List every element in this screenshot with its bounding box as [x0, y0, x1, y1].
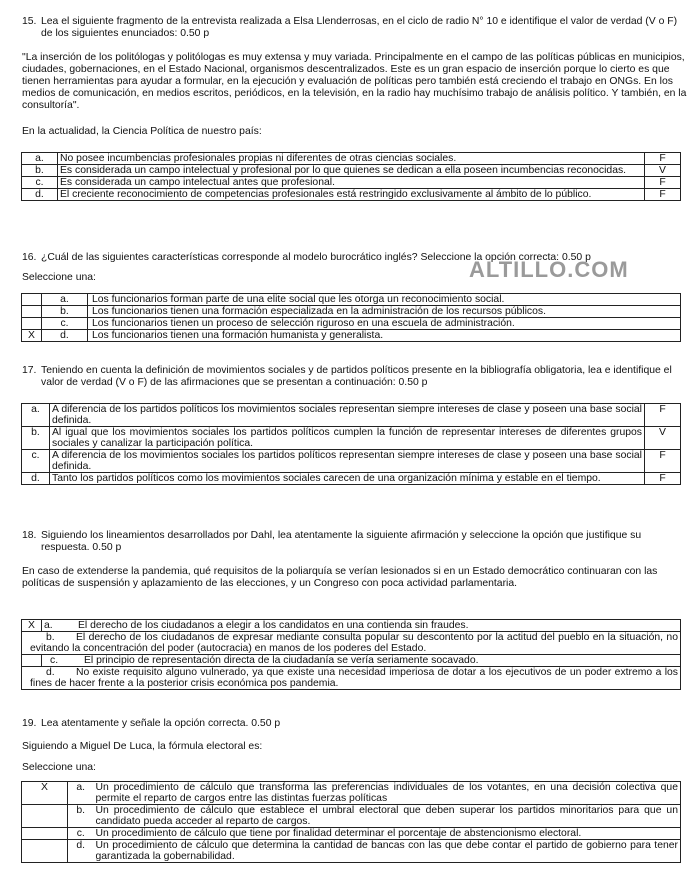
question-18 — [22, 530, 687, 554]
option-letter: d. — [22, 473, 50, 485]
answer-mark[interactable] — [22, 828, 68, 840]
question-17 — [22, 365, 687, 389]
choice-table-16 — [21, 293, 681, 342]
choice-table-18 — [21, 619, 681, 690]
question-lead: En la actualidad, la Ciencia Política de nuestro país: — [22, 126, 262, 137]
option-text: No existe requisito alguno vulnerado, ya que existe una necesidad imperiosa de dotar a los ejecutivos de un poder extremo a los fines de hacer frente a la posterior crisis económica pos pandemia. — [30, 667, 678, 689]
option-letter: b. — [42, 306, 88, 318]
answer-mark[interactable] — [22, 318, 42, 330]
answer-mark[interactable]: X — [22, 330, 42, 342]
option-letter: a. — [68, 782, 94, 805]
option-letter: b. — [68, 805, 94, 828]
table-row — [22, 473, 681, 485]
table-row[interactable] — [22, 840, 681, 863]
option-text: Es considerada un campo intelectual antes que profesional. — [58, 177, 645, 189]
table-row[interactable] — [22, 632, 681, 655]
answer-mark[interactable] — [22, 840, 68, 863]
interview-quote: "La inserción de los politólogas y politólogas es muy extensa y muy variada. Principalmente en el campo de las políticas públicas en municipios, ciudades, gobernaciones, en el Estado Nacional, organismos descentralizados. Este es un gran espacio de inserción porque lo cierto es que tienen herramientas para ayudar a formular, en la ejecución y evaluación de políticas pero también está creciendo el trabajo en ONGs. En los medios de comunicación, en medios escritos, periódicos, en la televisión, en la radio hay muchísimo trabajo de análisis político. Y también, en la consultoría". — [22, 52, 687, 111]
option-letter: a. — [42, 294, 88, 306]
option-text: Al igual que los movimientos sociales los partidos políticos cumplen la función de representar intereses de diferentes grupos sociales y canalizar la participación política. — [50, 427, 645, 450]
table-row[interactable] — [22, 620, 681, 632]
table-row[interactable] — [22, 318, 681, 330]
table-row — [22, 165, 681, 177]
option-text: A diferencia de los movimientos sociales los partidos políticos representan siempre intereses de clase y poseen una base social definida. — [50, 450, 645, 473]
truth-value[interactable]: F — [645, 189, 681, 201]
option-cell — [22, 632, 681, 655]
table-row[interactable] — [22, 655, 681, 667]
answer-mark[interactable] — [22, 306, 42, 318]
question-text: Siguiendo los lineamientos desarrollados por Dahl, lea atentamente la siguiente afirmación y seleccione la opción que justifique su respuesta. 0.50 p — [41, 530, 642, 553]
question-number: 17. — [22, 365, 37, 376]
question-lead: Siguiendo a Miguel De Luca, la fórmula electoral es: — [22, 741, 263, 752]
option-letter: c. — [68, 828, 94, 840]
option-text: Los funcionarios forman parte de una elite social que les otorga un reconocimiento social. — [88, 294, 681, 306]
table-row[interactable] — [22, 805, 681, 828]
option-letter: d. — [46, 667, 55, 678]
question-text: Lea atentamente y señale la opción correcta. 0.50 p — [41, 718, 281, 729]
truth-value[interactable]: F — [645, 404, 681, 427]
truth-value[interactable]: F — [645, 177, 681, 189]
table-row — [22, 404, 681, 427]
table-row[interactable] — [22, 782, 681, 805]
question-text: Teniendo en cuenta la definición de movimientos sociales y de partidos políticos presente en la bibliografía obligatoria, lea e identifique el valor de verdad (V o F) de las afirmaciones que se presentan a continuación: 0.50 p — [41, 365, 672, 388]
option-text: Un procedimiento de cálculo que tiene por finalidad determinar el porcentaje de abstencionismo electoral. — [94, 828, 681, 840]
option-text: El derecho de los ciudadanos a elegir a los candidatos en una contienda sin fraudes. — [78, 620, 469, 631]
table-row — [22, 450, 681, 473]
truth-value[interactable]: V — [645, 427, 681, 450]
option-cell — [22, 667, 681, 690]
option-text: Un procedimiento de cálculo que establece el umbral electoral que deben superar los partidos minoritarios para que un candidato pueda acceder al reparto de cargos. — [94, 805, 681, 828]
option-text: Un procedimiento de cálculo que determina la cantidad de bancas con las que debe contar el partido de gobierno para tener garantizada la gobernabilidad. — [94, 840, 681, 863]
option-text: El derecho de los ciudadanos de expresar mediante consulta popular su descontento por la actitud del pueblo en la situación, no evitando la concentración del poder (autocracia) en manos de los poderes del Estado. — [30, 632, 678, 654]
table-row[interactable] — [22, 667, 681, 690]
tf-table-15 — [21, 152, 681, 201]
tf-table-17 — [21, 403, 681, 485]
truth-value[interactable]: F — [645, 473, 681, 485]
scenario-text: En caso de extenderse la pandemia, qué requisitos de la poliarquía se verían lesionados si en un Estado democrático continuaran con las políticas de suspensión y aplazamiento de las elecciones, y un Congreso con poca actividad parlamentaria. — [22, 566, 658, 589]
option-text: Es considerada un campo intelectual y profesional por lo que quienes se dedican a ella poseen incumbencias reconocidas. — [58, 165, 645, 177]
option-letter: b. — [22, 427, 50, 450]
select-prompt: Seleccione una: — [22, 762, 96, 773]
option-text: A diferencia de los partidos políticos los movimientos sociales representan siempre intereses de clase y poseen una base social definida. — [50, 404, 645, 427]
answer-mark[interactable] — [22, 655, 42, 667]
option-cell — [42, 620, 681, 632]
table-row — [22, 427, 681, 450]
option-letter: a. — [22, 404, 50, 427]
option-letter: b. — [46, 632, 55, 643]
option-letter: c. — [42, 318, 88, 330]
question-15 — [22, 16, 687, 40]
table-row — [22, 153, 681, 165]
question-19 — [22, 718, 687, 730]
truth-value[interactable]: F — [645, 153, 681, 165]
truth-value[interactable]: V — [645, 165, 681, 177]
question-number: 16. — [22, 252, 37, 263]
question-number: 18. — [22, 530, 37, 541]
choice-table-19 — [21, 781, 681, 863]
option-letter: c. — [22, 177, 58, 189]
option-letter: d. — [22, 189, 58, 201]
option-text: El principio de representación directa de la ciudadanía se vería seriamente socavado. — [84, 655, 479, 666]
question-text: ¿Cuál de las siguientes características corresponde al modelo burocrático inglés? Seleccione la opción correcta: 0.50 p — [41, 252, 591, 263]
option-letter: d. — [42, 330, 88, 342]
table-row[interactable] — [22, 306, 681, 318]
question-number: 19. — [22, 718, 37, 729]
table-row[interactable] — [22, 330, 681, 342]
option-letter: a. — [44, 620, 53, 631]
table-row[interactable] — [22, 294, 681, 306]
question-number: 15. — [22, 16, 37, 27]
option-text: Tanto los partidos políticos como los movimientos sociales carecen de una organización mínima y estable en el tiempo. — [50, 473, 645, 485]
option-text: Los funcionarios tienen un proceso de selección riguroso en una escuela de administración. — [88, 318, 681, 330]
truth-value[interactable]: F — [645, 450, 681, 473]
option-text: No posee incumbencias profesionales propias ni diferentes de otras ciencias sociales. — [58, 153, 645, 165]
option-text: Los funcionarios tienen una formación especializada en la administración de los recursos públicos. — [88, 306, 681, 318]
table-row — [22, 177, 681, 189]
option-letter: b. — [22, 165, 58, 177]
select-prompt: Seleccione una: — [22, 272, 96, 283]
option-text: Los funcionarios tienen una formación humanista y generalista. — [88, 330, 681, 342]
altillo-watermark-logo: ALTILLO.COM — [469, 257, 629, 282]
answer-mark[interactable]: X — [22, 620, 42, 632]
option-cell — [42, 655, 681, 667]
answer-mark[interactable] — [22, 294, 42, 306]
option-letter: c. — [22, 450, 50, 473]
option-letter: a. — [22, 153, 58, 165]
option-text: Un procedimiento de cálculo que transforma las preferencias individuales de los votantes, en una decisión colectiva que permite el reparto de cargos entre las distintas fuerzas políticas — [94, 782, 681, 805]
option-text: El creciente reconocimiento de competencias profesionales está restringido exclusivamente al ámbito de lo público. — [58, 189, 645, 201]
table-row — [22, 189, 681, 201]
question-text: Lea el siguiente fragmento de la entrevista realizada a Elsa Llenderrosas, en el ciclo de radio N° 10 e identifique el valor de verdad (V o F) de los siguientes enunciados: 0.50 p — [41, 16, 678, 39]
answer-mark[interactable] — [22, 805, 68, 828]
table-row[interactable] — [22, 828, 681, 840]
answer-mark[interactable]: X — [22, 782, 68, 805]
option-letter: d. — [68, 840, 94, 863]
option-letter: c. — [50, 655, 59, 666]
